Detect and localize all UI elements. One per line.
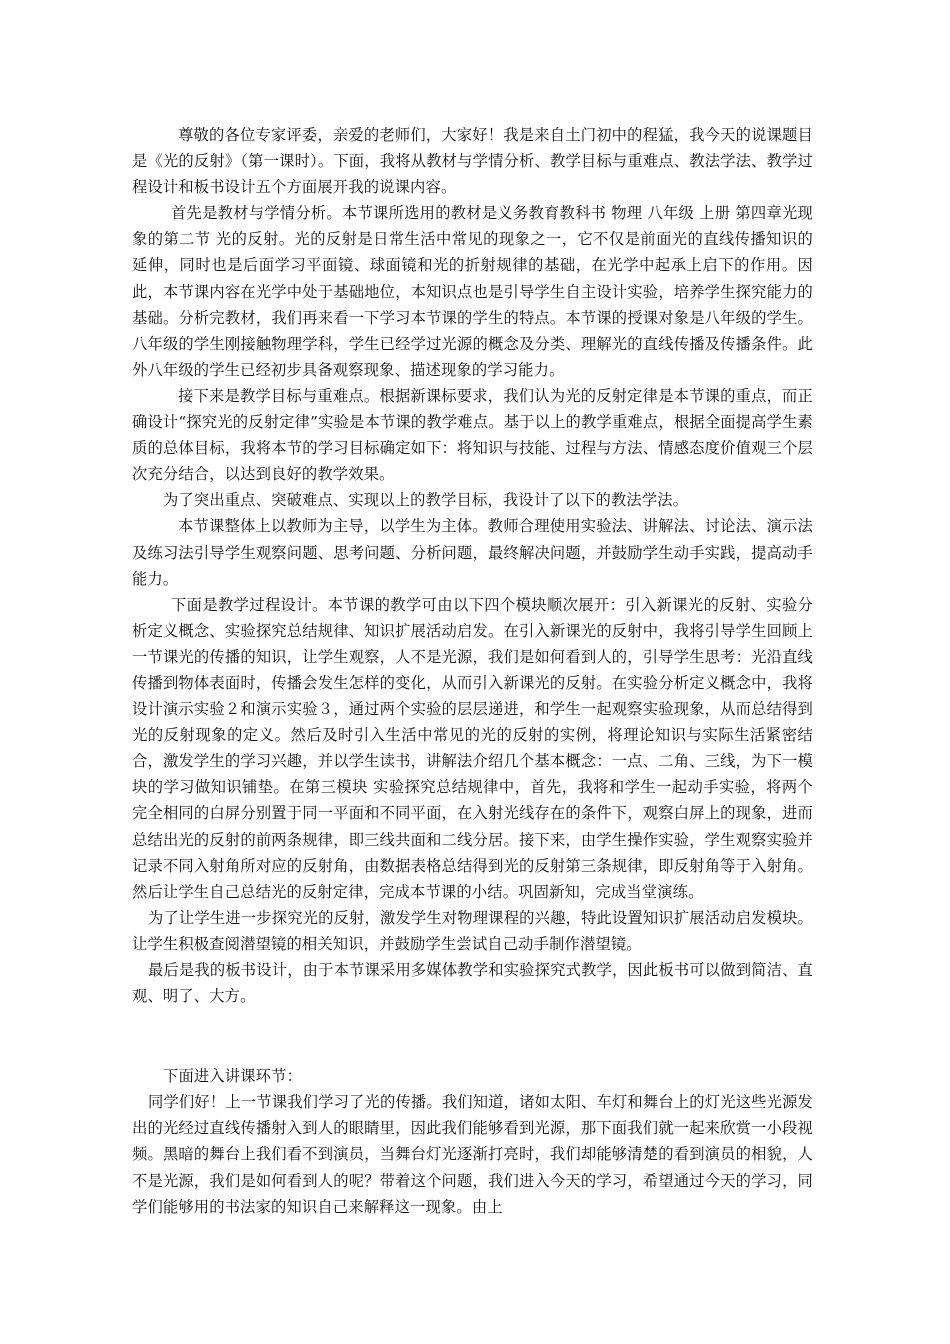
paragraph: 同学们好！上一节课我们学习了光的传播。我们知道，诸如太阳、车灯和舞台上的灯光这些光源发出的光经过直线传播射入到人的眼睛里，因此我们能够看到光源，那下面我们就一起来欣赏一小段视频。黑暗的舞台上我们看不到演员，当舞台灯光逐渐打亮时，我们却能够清楚的看到演员的相貌，人不是光源，我们是如何看到人的呢？带着这个问题，我们进入今天的学习，希望通过今天的学习，同学们能够用的书法家的知识自己来解释这一现象。由上 <box>132 1093 813 1216</box>
paragraph: 为了突出重点、突破难点、实现以上的教学目标，我设计了以下的教法学法。 <box>163 491 689 510</box>
paragraph: 接下来是教学目标与重难点。根据新课标要求，我们认为光的反射定律是本节课的重点，而正确设计“探究光的反射定律”实验是本节课的教学难点。基于以上的教学重难点，根据全面提高学生素质的总体目标，我将本节的学习目标确定如下：将知识与技能、过程与方法、情感态度价值观三个层次充分结合，以达到良好的教学效果。 <box>132 386 813 484</box>
paragraph: 尊敬的各位专家评委，亲爱的老师们，大家好！我是来自土门初中的程猛，我今天的说课题目是《光的反射》（第一课时）。下面，我将从教材与学情分析、教学目标与重难点、教法学法、教学过程设计和板书设计五个方面展开我的说课内容。 <box>132 126 813 197</box>
paragraph: 为了让学生进一步探究光的反射，激发学生对物理课程的兴趣，特此设置知识扩展活动启发模块。让学生积极查阅潜望镜的相关知识，并鼓励学生尝试自己动手制作潜望镜。 <box>132 908 813 953</box>
document-body <box>132 122 813 1220</box>
speech-section <box>132 122 813 1009</box>
lecture-section <box>132 1063 813 1220</box>
paragraph: 最后是我的板书设计，由于本节课采用多媒体教学和实验探究式教学，因此板书可以做到简洁、直观、明了、大方。 <box>132 961 813 1006</box>
paragraph: 下面是教学过程设计。本节课的教学可由以下四个模块顺次展开：引入新课光的反射、实验分析定义概念、实验探究总结规律、知识扩展活动启发。在引入新课光的反射中，我将引导学生回顾上一节课光的传播的知识，让学生观察，人不是光源，我们是如何看到人的，引导学生思考：光沿直线传播到物体表面时，传播会发生怎样的变化，从而引入新课光的反射。在实验分析定义概念中，我将设计演示实验２和演示实验３，通过两个实验的层层递进，和学生一起观察实验现象，从而总结得到光的反射现象的定义。然后及时引入生活中常见的光的反射的实例，将理论知识与实际生活紧密结合，激发学生的学习兴趣，并以学生读书，讲解法介绍几个基本概念：一点、二角、三线，为下一模块的学习做知识铺垫。在第三模块 实验探究总结规律中，首先，我将和学生一起动手实验，将两个完全相同的白屏分别置于同一平面和不同平面，在入射光线存在的条件下，观察白屏上的现象，进而总结出光的反射的前两条规律，即三线共面和二线分居。接下来，由学生操作实验，学生观察实验并记录不同入射角所对应的反射角，由数据表格总结得到光的反射第三条规律，即反射角等于入射角。然后让学生自己总结光的反射定律，完成本节课的小结。巩固新知，完成当堂演练。 <box>132 595 813 901</box>
paragraph: 下面进入讲课环节： <box>163 1067 303 1086</box>
section-gap <box>132 1009 813 1063</box>
paragraph: 首先是教材与学情分析。本节课所选用的教材是义务教育教科书 物理 八年级 上册 第四章光现象的第二节 光的反射。光的反射是日常生活中常见的现象之一，它不仅是前面光的直线传播知识的延伸，同时也是后面学习平面镜、球面镜和光的折射规律的基础，在光学中起承上启下的作用。因此，本节课内容在光学中处于基础地位，本知识点也是引导学生自主设计实验，培养学生探究能力的基础。分析完教材，我们再来看一下学习本节课的学生的特点。本节课的授课对象是八年级的学生。八年级的学生刚接触物理学科，学生已经学过光源的概念及分类、理解光的直线传播及传播条件。此外八年级的学生已经初步具备观察现象、描述现象的学习能力。 <box>132 204 813 379</box>
paragraph: 本节课整体上以教师为主导，以学生为主体。教师合理使用实验法、讲解法、讨论法、演示法及练习法引导学生观察问题、思考问题、分析问题，最终解决问题，并鼓励学生动手实践，提高动手能力。 <box>132 517 813 588</box>
